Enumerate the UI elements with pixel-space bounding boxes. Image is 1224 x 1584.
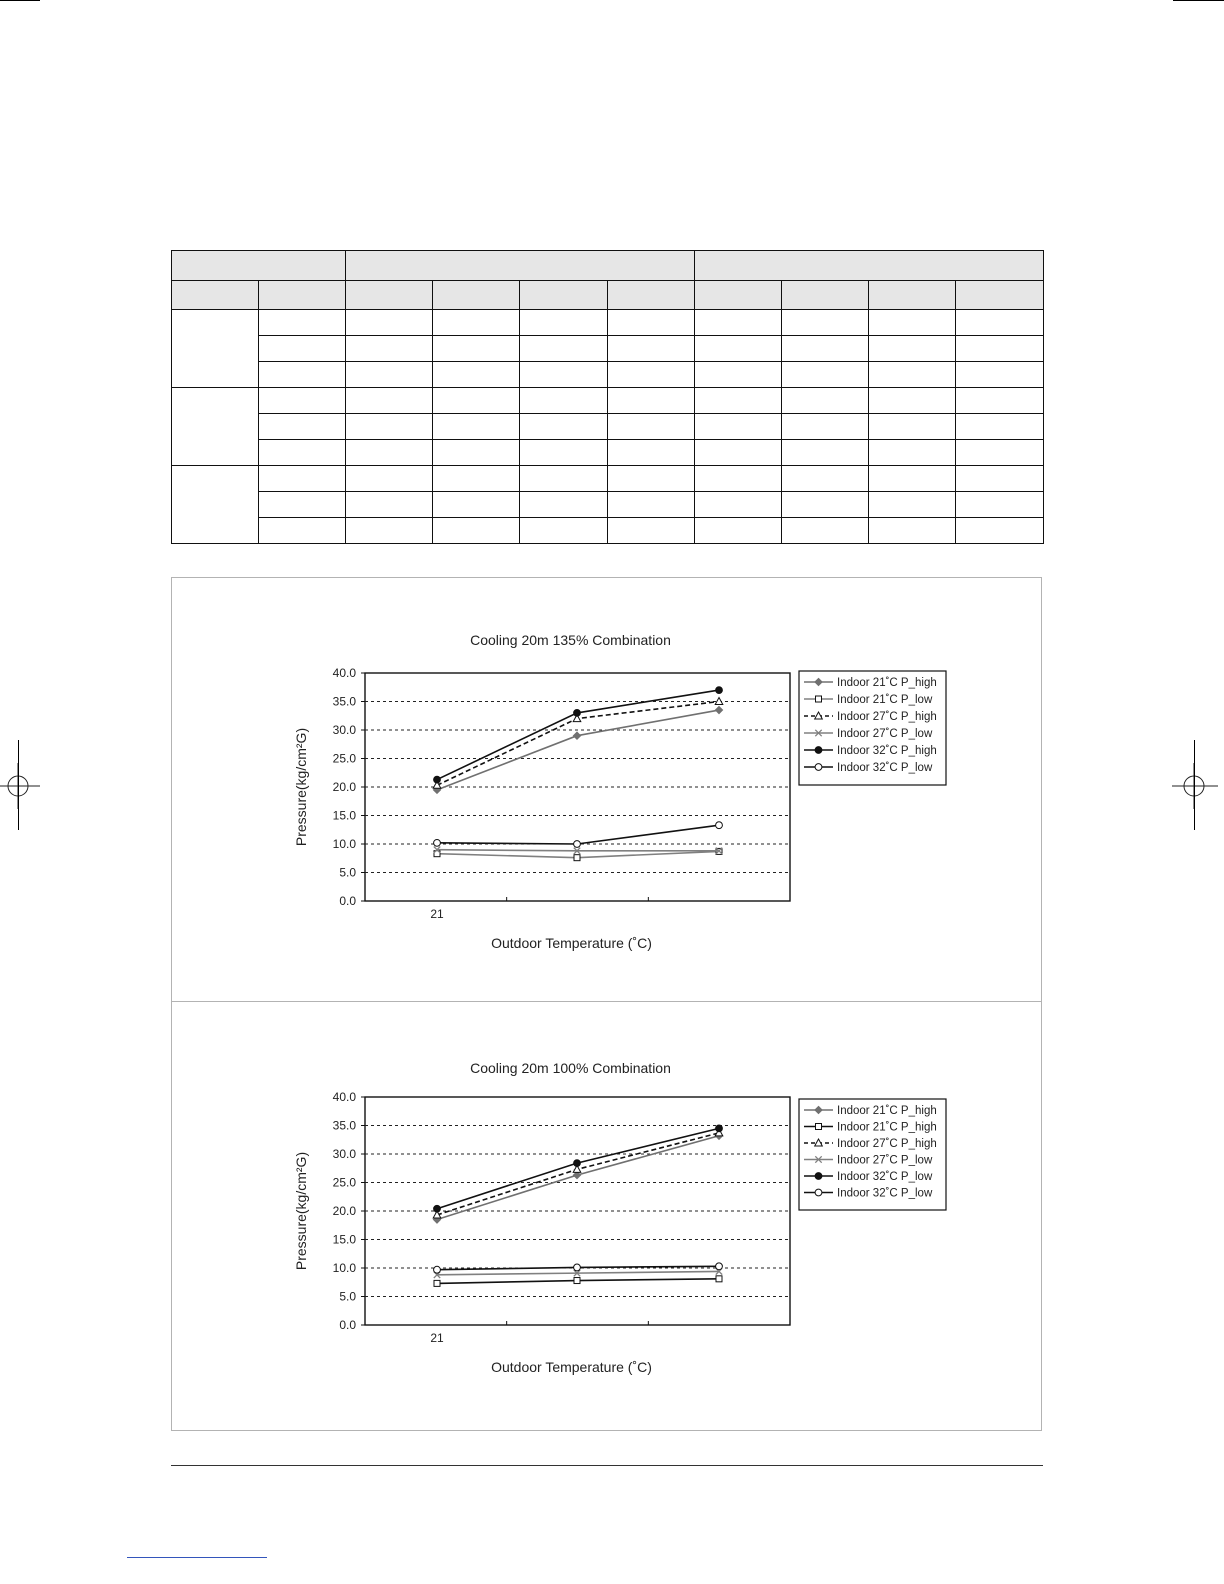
y-tick-label: 0.0 — [339, 894, 356, 908]
y-axis-label: Pressure(kg/cm²G) — [293, 727, 309, 847]
table-row — [172, 492, 1044, 518]
y-tick-label: 35.0 — [332, 1118, 356, 1133]
y-tick-label: 15.0 — [332, 808, 356, 823]
table-row — [172, 466, 1044, 492]
legend-label: Indoor 21˚C P_high — [837, 1121, 937, 1134]
y-axis-label: Pressure(kg/cm²G) — [293, 1151, 309, 1271]
y-tick-label: 5.0 — [339, 865, 356, 880]
data-point — [574, 841, 581, 848]
data-point — [574, 1160, 581, 1167]
chart-title: Cooling 20m 100% Combination — [470, 1060, 671, 1076]
y-tick-label: 35.0 — [332, 694, 356, 709]
table-row — [172, 362, 1044, 388]
y-tick-label: 10.0 — [332, 1261, 356, 1275]
table-row — [172, 414, 1044, 440]
legend-label: Indoor 27˚C P_low — [837, 728, 933, 740]
y-tick-label: 20.0 — [332, 780, 356, 794]
table-header-row — [172, 251, 1044, 281]
data-point — [434, 1280, 440, 1286]
legend-swatch-marker — [816, 1124, 822, 1130]
data-point — [434, 1205, 441, 1212]
legend-label: Indoor 32˚C P_low — [837, 762, 933, 774]
pressure-data-table — [171, 250, 1044, 544]
chart-title: Cooling 20m 135% Combination — [470, 632, 671, 648]
table-subheader-row — [172, 281, 1044, 310]
chart-panel-cooling-135 — [171, 577, 1042, 1002]
data-point — [716, 687, 723, 694]
data-point — [716, 822, 723, 829]
legend-swatch-marker — [815, 1189, 822, 1196]
crop-mark-top-right — [1173, 0, 1224, 1]
data-point — [716, 1276, 722, 1282]
legend-swatch-marker — [815, 747, 822, 754]
legend-swatch-marker — [815, 764, 822, 771]
y-tick-label: 40.0 — [332, 666, 356, 680]
crop-mark-top-left — [0, 0, 40, 1]
data-point — [574, 855, 580, 861]
table-group-cell — [172, 388, 259, 466]
chart-panel-cooling-100 — [171, 1001, 1042, 1431]
chart-cooling-100 — [172, 1002, 1041, 1430]
registration-vline-left-ext — [18, 740, 19, 830]
table-header-cell — [346, 251, 695, 281]
table-header-cell — [172, 251, 346, 281]
legend-label: Indoor 21˚C P_high — [837, 1105, 937, 1117]
legend-swatch-marker — [815, 1173, 822, 1180]
legend — [799, 1099, 946, 1210]
y-tick-label: 20.0 — [332, 1204, 356, 1218]
table-row — [172, 310, 1044, 336]
y-tick-label: 25.0 — [332, 751, 356, 766]
legend — [799, 671, 946, 785]
table-row — [172, 518, 1044, 544]
y-tick-label: 25.0 — [332, 1175, 356, 1190]
x-tick-label: 21 — [430, 907, 444, 921]
chart-cooling-135 — [172, 578, 1041, 1001]
y-tick-label: 15.0 — [332, 1232, 356, 1247]
legend-label: Indoor 32˚C P_high — [837, 745, 937, 757]
table-header-cell — [695, 251, 1044, 281]
table-row — [172, 336, 1044, 362]
y-tick-label: 30.0 — [332, 1147, 356, 1161]
data-point — [716, 1125, 723, 1132]
legend-label: Indoor 27˚C P_high — [837, 1138, 937, 1150]
registration-vline-right-ext — [1194, 740, 1195, 830]
y-tick-label: 40.0 — [332, 1090, 356, 1104]
data-point — [716, 1263, 723, 1270]
legend-label: Indoor 32˚C P_low — [837, 1171, 933, 1183]
data-point — [574, 1278, 580, 1284]
data-point — [434, 1266, 441, 1273]
legend-label: Indoor 21˚C P_low — [837, 694, 933, 706]
legend-label: Indoor 21˚C P_high — [837, 677, 937, 689]
y-tick-label: 10.0 — [332, 837, 356, 851]
legend-swatch-marker — [816, 696, 822, 702]
registration-mark-left — [0, 763, 46, 809]
footer-rule — [171, 1465, 1043, 1466]
data-point — [434, 776, 441, 783]
data-point — [574, 710, 581, 717]
x-axis-label: Outdoor Temperature (˚C) — [491, 1359, 652, 1375]
x-axis-label: Outdoor Temperature (˚C) — [491, 935, 652, 951]
data-point — [434, 839, 441, 846]
y-tick-label: 5.0 — [339, 1289, 356, 1304]
table-group-cell — [172, 466, 259, 544]
legend-label: Indoor 27˚C P_high — [837, 711, 937, 723]
registration-mark-right — [1172, 763, 1218, 809]
data-point — [574, 1264, 581, 1271]
footer-underline — [127, 1557, 267, 1558]
x-tick-label: 21 — [430, 1331, 444, 1345]
legend-label: Indoor 27˚C P_low — [837, 1154, 933, 1167]
legend-label: Indoor 32˚C P_low — [837, 1187, 933, 1200]
table-row — [172, 388, 1044, 414]
table-row — [172, 440, 1044, 466]
table-group-cell — [172, 310, 259, 388]
y-tick-label: 30.0 — [332, 723, 356, 737]
y-tick-label: 0.0 — [339, 1318, 356, 1332]
